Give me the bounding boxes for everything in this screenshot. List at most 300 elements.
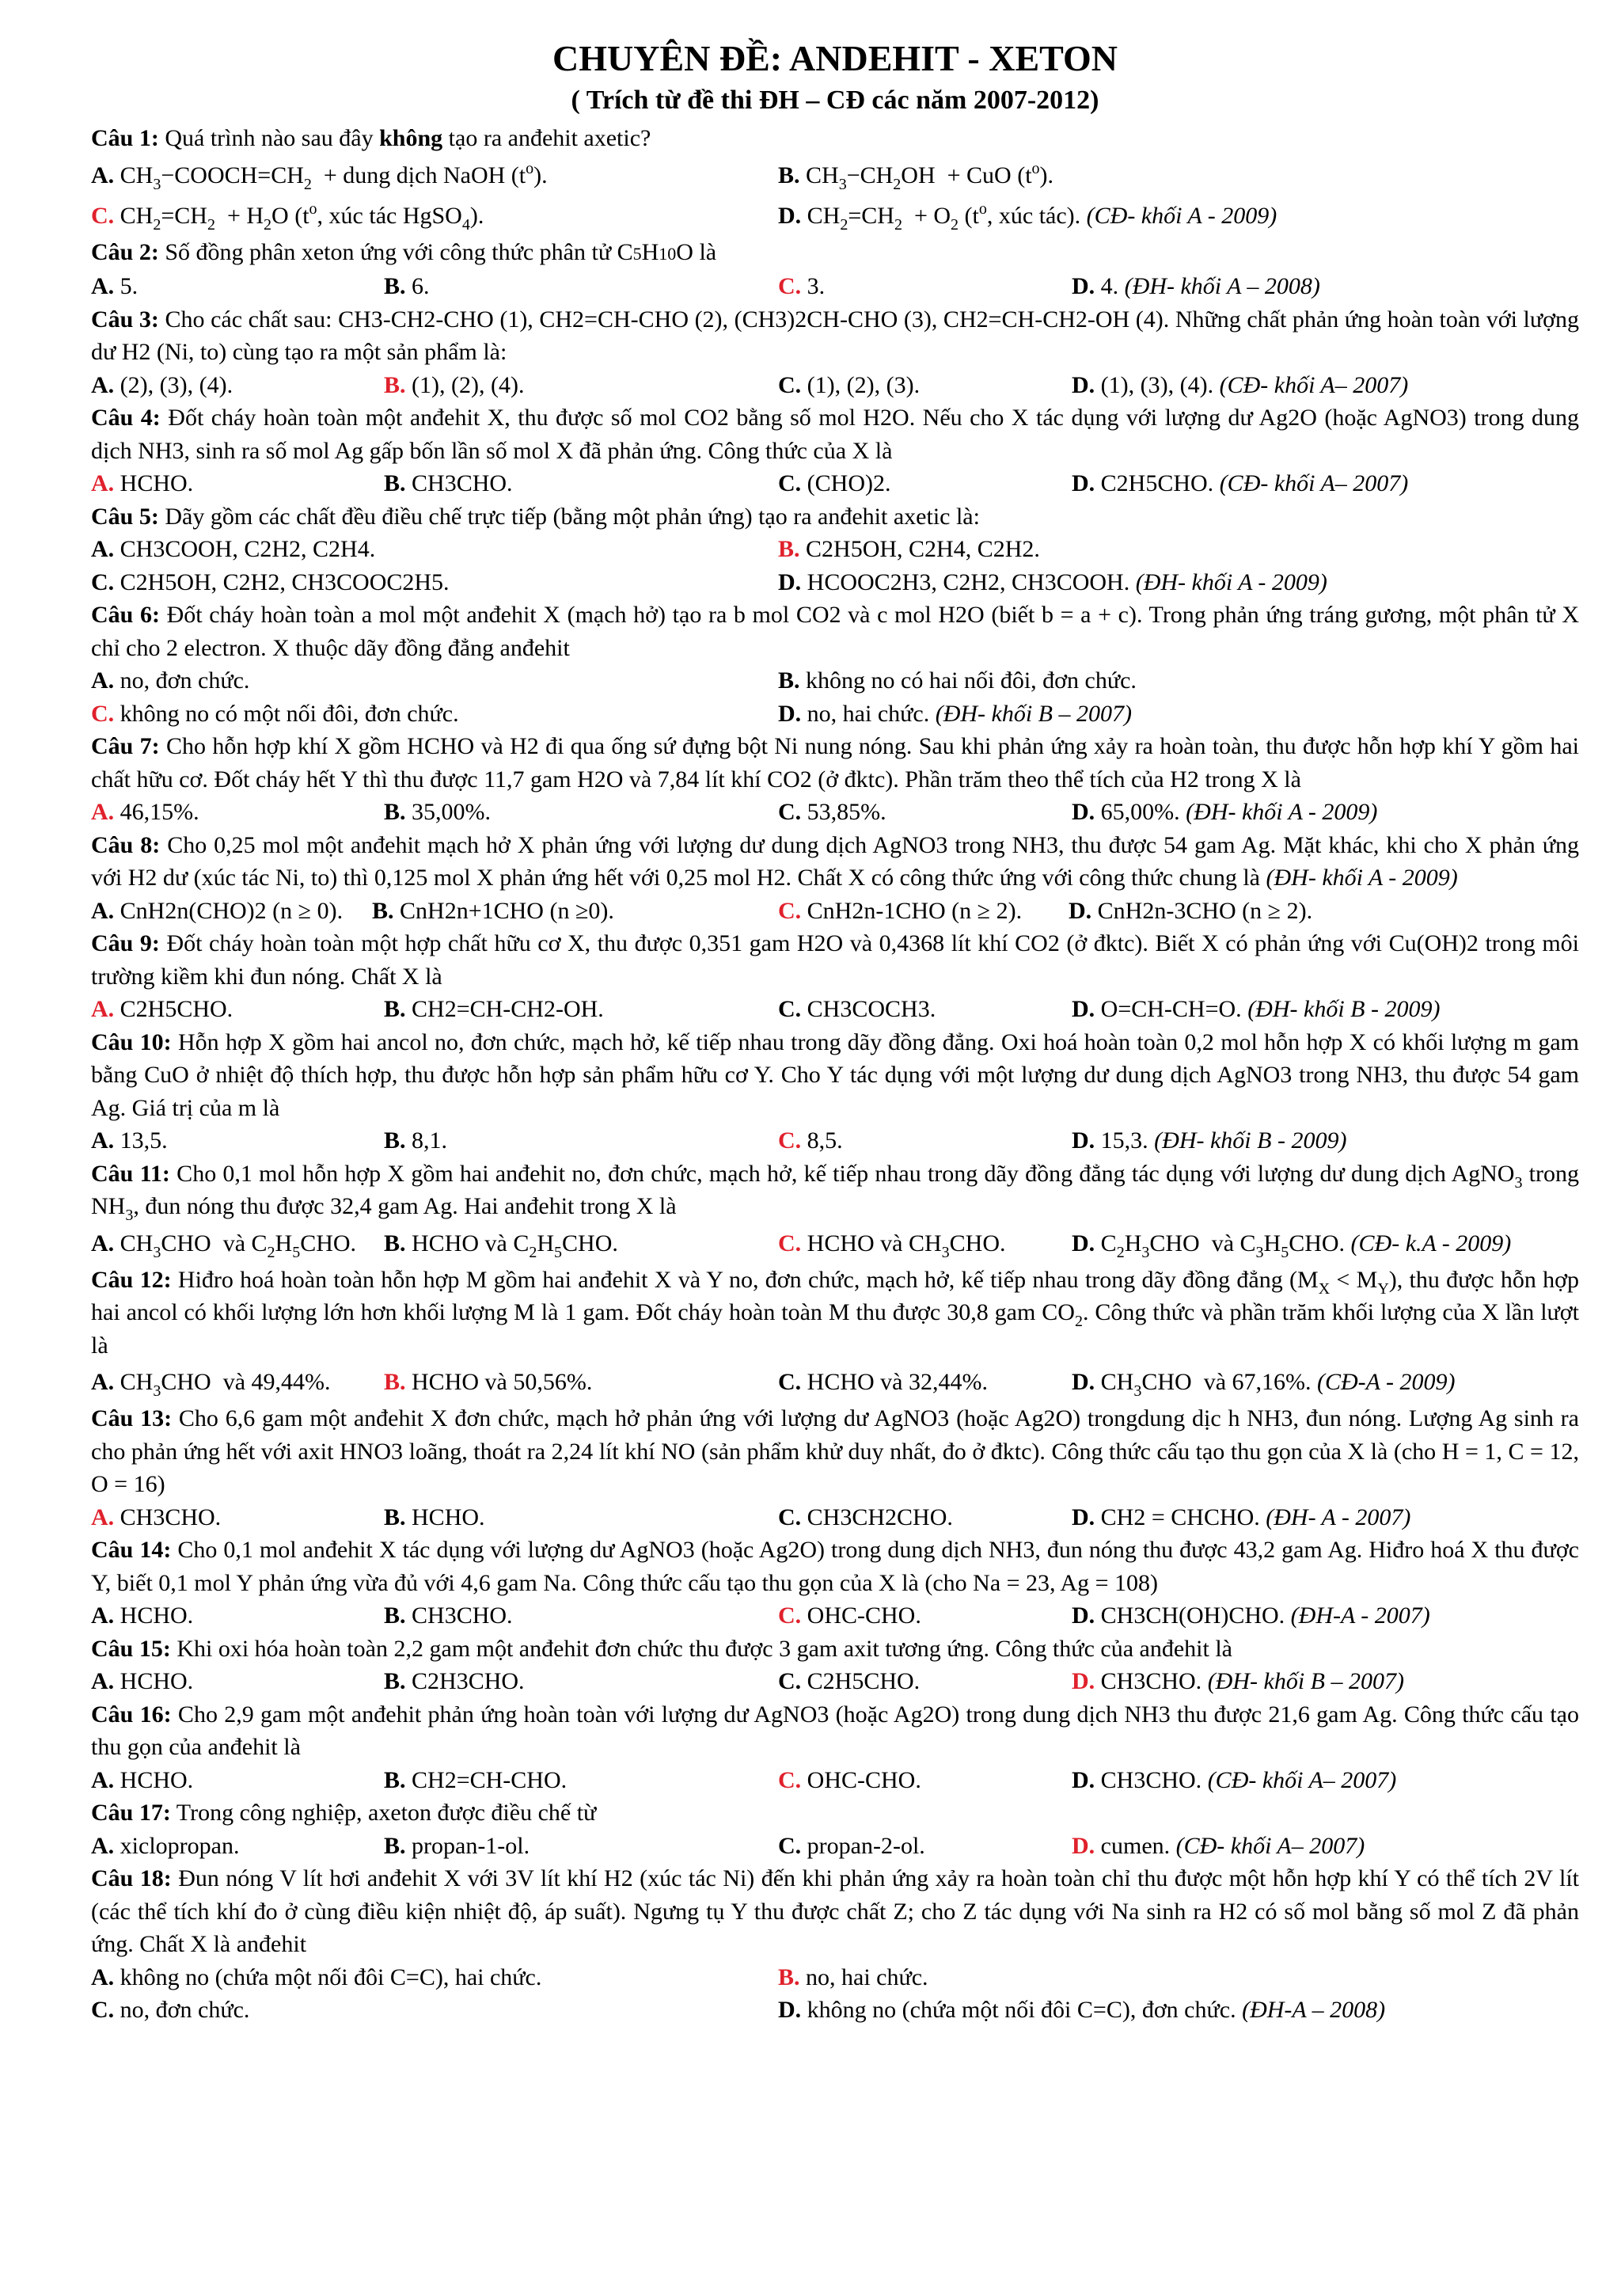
option-text: 3. bbox=[801, 273, 826, 299]
question-number: Câu 1: bbox=[91, 125, 159, 151]
answer-option bbox=[91, 895, 343, 928]
option-text: CH3CHO. bbox=[405, 1602, 513, 1629]
question-number: Câu 14: bbox=[91, 1537, 172, 1563]
option-text: CH3CHO. bbox=[405, 470, 513, 496]
question-stem bbox=[91, 303, 1579, 369]
answer-option bbox=[384, 796, 491, 829]
answer-option bbox=[384, 1362, 592, 1402]
option-letter: C. bbox=[778, 897, 802, 924]
answer-option bbox=[778, 196, 1277, 236]
option-text: CH3COOH, C2H2, C2H4. bbox=[114, 536, 376, 562]
option-text: CH2=CH-CHO. bbox=[405, 1766, 568, 1793]
answer-option bbox=[778, 796, 886, 829]
answer-option bbox=[1072, 1362, 1455, 1402]
options-row bbox=[91, 1665, 1579, 1698]
option-text: 13,5. bbox=[114, 1127, 168, 1154]
option-source: (CĐ- khối A - 2009) bbox=[1080, 202, 1277, 229]
option-text: OHC-CHO. bbox=[801, 1602, 921, 1629]
option-letter: D. bbox=[1072, 470, 1095, 496]
question-text: Dãy gồm các chất đều điều chế trực tiếp (bằng một phản ứng) tạo ra anđehit axetic là: bbox=[158, 503, 980, 530]
answer-option bbox=[778, 698, 1132, 731]
option-text: C2H5CHO. bbox=[114, 996, 233, 1022]
option-letter: B. bbox=[384, 1668, 406, 1694]
question-stem bbox=[91, 401, 1579, 467]
answer-option bbox=[91, 1362, 331, 1402]
question-number: Câu 15: bbox=[91, 1635, 171, 1662]
option-letter: A. bbox=[91, 897, 115, 924]
answer-option bbox=[778, 533, 1040, 566]
option-source: (ĐH- khối A – 2008) bbox=[1118, 273, 1320, 299]
options-row bbox=[91, 993, 1579, 1026]
option-letter: A. bbox=[91, 799, 115, 825]
option-letter: B. bbox=[384, 1832, 406, 1859]
answer-option bbox=[778, 1501, 953, 1534]
answer-option bbox=[91, 1961, 541, 1994]
option-source: (ĐH- khối A - 2009) bbox=[1129, 568, 1327, 595]
option-letter: A. bbox=[91, 1602, 115, 1629]
option-text: HCHO và 32,44%. bbox=[801, 1369, 988, 1395]
answer-option bbox=[778, 993, 936, 1026]
answer-option bbox=[91, 1830, 239, 1863]
option-letter: C. bbox=[778, 470, 802, 496]
option-text: CH2 = CHCHO. bbox=[1095, 1503, 1260, 1530]
option-letter: A. bbox=[91, 667, 115, 694]
option-text: CnH2n+1CHO (n ≥0). bbox=[393, 897, 614, 924]
question-text: Đun nóng V lít hơi anđehit X với 3V lít khí H2 (xúc tác Ni) đến khi phản ứng xảy ra hoàn toàn chỉ thu được một hỗn hợp khí Y có thể tích 2V lít (các thể tích khí đo ở cùng điều kiện nhiệt độ, áp suất). Ngưng tụ Y thu được chất Z; cho Z tác dụng với Na sinh ra H2 có số mol bằng số mol Z đã phản ứng. Chất X là anđehit bbox=[91, 1865, 1579, 1957]
option-letter: C. bbox=[91, 568, 115, 595]
answer-option bbox=[778, 467, 891, 500]
question-number: Câu 12: bbox=[91, 1266, 172, 1293]
option-text: 35,00%. bbox=[405, 799, 492, 825]
answer-option bbox=[384, 369, 524, 402]
answer-option bbox=[778, 566, 1327, 599]
option-letter: D. bbox=[778, 568, 802, 595]
answer-option bbox=[778, 1961, 928, 1994]
option-letter: A. bbox=[91, 162, 115, 188]
question-text: Cho 2,9 gam một anđehit phản ứng hoàn toàn với lượng dư AgNO3 (hoặc Ag2O) trong dung dịch NH3 thu được 21,6 gam Ag. Công thức cấu tạo thu gọn của anđehit là bbox=[91, 1701, 1579, 1760]
answer-option bbox=[778, 1362, 988, 1402]
option-letter: D. bbox=[1072, 1503, 1095, 1530]
question-stem bbox=[91, 236, 1579, 271]
options-row bbox=[91, 1961, 1579, 1994]
options-row bbox=[91, 566, 1579, 599]
option-source: (CĐ- k.A - 2009) bbox=[1345, 1230, 1512, 1256]
answer-option bbox=[778, 1223, 1006, 1264]
answer-option bbox=[778, 1994, 1385, 2027]
option-source: (CĐ- khối A– 2007) bbox=[1170, 1832, 1365, 1859]
option-letter: A. bbox=[91, 1230, 115, 1256]
option-letter: C. bbox=[778, 371, 802, 398]
answer-option bbox=[372, 895, 614, 928]
option-source: (ĐH- khối A - 2009) bbox=[1179, 799, 1378, 825]
option-letter: C. bbox=[778, 1503, 802, 1530]
question-number: Câu 3: bbox=[91, 306, 159, 333]
question-number: Câu 4: bbox=[91, 405, 161, 431]
options-row bbox=[91, 664, 1579, 698]
option-text: $CH_3CHO$ và $C_2H_5CHO$. bbox=[114, 1230, 357, 1261]
option-letter: C. bbox=[778, 273, 802, 299]
answer-option bbox=[778, 369, 920, 402]
answer-option bbox=[91, 664, 249, 698]
option-text: HCHO và 50,56%. bbox=[405, 1369, 593, 1395]
option-text: 5. bbox=[114, 273, 139, 299]
option-text: 8,1. bbox=[405, 1127, 448, 1154]
options-row bbox=[91, 1599, 1579, 1633]
question-number: Câu 16: bbox=[91, 1701, 172, 1728]
option-source: (ĐH- khối B – 2007) bbox=[929, 700, 1132, 727]
option-letter: D. bbox=[1072, 1230, 1095, 1256]
option-letter: D. bbox=[778, 1997, 802, 2023]
answer-option bbox=[1069, 895, 1312, 928]
options-row bbox=[91, 533, 1579, 566]
question-stem bbox=[91, 730, 1579, 796]
answer-option bbox=[384, 467, 513, 500]
options-row bbox=[91, 698, 1579, 731]
option-text: O=CH-CH=O. bbox=[1095, 996, 1242, 1022]
options-row bbox=[91, 1124, 1579, 1158]
option-letter: C. bbox=[778, 799, 802, 825]
option-text: 15,3. bbox=[1095, 1127, 1148, 1154]
answer-option bbox=[384, 270, 430, 303]
answer-option bbox=[91, 1124, 168, 1158]
question-text: Hiđro hoá hoàn toàn hỗn hợp M gồm hai anđehit X và Y no, đơn chức, mạch hở, kế tiếp nhau trong dãy đồng đẳng $(M_X < M_Y)$, thu được hỗn hợp hai ancol có khối lượng lớn hơn khối lượng M là 1 gam. Đốt cháy hoàn toàn M thu được 30,8 gam $CO_2$. Công thức và phần trăm khối lượng của X lần lượt là bbox=[91, 1266, 1580, 1359]
option-letter: B. bbox=[778, 667, 800, 694]
answer-option bbox=[91, 196, 484, 236]
option-text: không no (chứa một nối đôi C=C), đơn chức. bbox=[801, 1997, 1236, 2023]
option-text: propan-1-ol. bbox=[405, 1832, 530, 1859]
option-text: CnH2n-3CHO (n ≥ 2). bbox=[1091, 897, 1313, 924]
option-text: CH3CHO. bbox=[1095, 1668, 1202, 1694]
option-letter: B. bbox=[384, 1766, 406, 1793]
option-letter: D. bbox=[1072, 371, 1095, 398]
option-text: OHC-CHO. bbox=[801, 1766, 921, 1793]
option-letter: B. bbox=[384, 273, 406, 299]
option-text: CnH2n-1CHO (n ≥ 2). bbox=[801, 897, 1023, 924]
question-stem bbox=[91, 829, 1579, 895]
option-letter: A. bbox=[91, 371, 115, 398]
answer-option bbox=[91, 1665, 193, 1698]
option-text: HCHO. bbox=[114, 470, 194, 496]
question-text: Cho 6,6 gam một anđehit X đơn chức, mạch hở phản ứng với lượng dư AgNO3 (hoặc Ag2O) trongdung dịc h NH3, đun nóng. Lượng Ag sinh ra cho phản ứng hết với axit HNO3 loãng, thoát ra 2,24 lít khí NO (sản phẩm khử duy nhất, đo ở đktc). Công thức cấu tạo thu gọn của X là (cho H = 1, C = 12, O = 16) bbox=[91, 1405, 1579, 1497]
option-letter: B. bbox=[384, 996, 406, 1022]
question-stem bbox=[91, 1534, 1579, 1599]
options-row bbox=[91, 1223, 1579, 1264]
question-list bbox=[91, 122, 1579, 2027]
answer-option bbox=[91, 1764, 193, 1797]
option-text: (1), (3), (4). bbox=[1095, 371, 1214, 398]
answer-option bbox=[778, 895, 1022, 928]
option-letter: D. bbox=[1072, 1369, 1095, 1395]
option-text: (2), (3), (4). bbox=[114, 371, 233, 398]
question-text: Cho 0,1 mol anđehit X tác dụng với lượng dư AgNO3 (hoặc Ag2O) trong dung dịch NH3, đun nóng thu được 43,2 gam Ag. Hiđro hoá X thu được Y, biết 0,1 mol Y phản ứng vừa đủ với 4,6 gam Na. Công thức cấu tạo thu gọn của X là (cho Na = 23, Ag = 108) bbox=[91, 1537, 1579, 1596]
question-number: Câu 5: bbox=[91, 503, 159, 530]
question-stem bbox=[91, 927, 1579, 993]
option-text: CH2=CH-CH2-OH. bbox=[405, 996, 604, 1022]
option-letter: B. bbox=[384, 1127, 406, 1154]
option-letter: B. bbox=[384, 1602, 406, 1629]
question-text: Số đồng phân xeton ứng với công thức phân tử C5H10O là bbox=[158, 238, 717, 265]
option-letter: B. bbox=[778, 162, 800, 188]
option-letter: B. bbox=[384, 1503, 406, 1530]
answer-option bbox=[1072, 1830, 1365, 1863]
option-letter: C. bbox=[778, 1832, 802, 1859]
answer-option bbox=[1072, 796, 1377, 829]
page-subtitle: ( Trích từ đề thi ĐH – CĐ các năm 2007-2012) bbox=[571, 86, 1099, 115]
options-row bbox=[91, 1501, 1579, 1534]
answer-option bbox=[384, 1124, 447, 1158]
option-text: 6. bbox=[405, 273, 430, 299]
option-text: không no (chứa một nối đôi C=C), hai chức. bbox=[114, 1963, 542, 1990]
option-source: (ĐH- khối B - 2009) bbox=[1241, 996, 1441, 1022]
option-letter: D. bbox=[1072, 799, 1095, 825]
option-text: C2H3CHO. bbox=[405, 1668, 525, 1694]
question-number: Câu 17: bbox=[91, 1800, 171, 1826]
option-source: (CĐ-A - 2009) bbox=[1311, 1369, 1456, 1395]
option-letter: C. bbox=[778, 1369, 802, 1395]
answer-option bbox=[91, 566, 450, 599]
option-letter: A. bbox=[91, 470, 115, 496]
options-row bbox=[91, 467, 1579, 500]
answer-option bbox=[91, 270, 138, 303]
option-text: 65,00%. bbox=[1095, 799, 1180, 825]
answer-option bbox=[384, 1665, 525, 1698]
option-text: C2H5OH, C2H2, CH3COOC2H5. bbox=[114, 568, 450, 595]
question-number: Câu 18: bbox=[91, 1865, 172, 1891]
answer-option bbox=[1072, 1599, 1430, 1633]
option-letter: B. bbox=[384, 799, 406, 825]
question-stem bbox=[91, 1633, 1579, 1666]
answer-option bbox=[1072, 467, 1408, 500]
options-row bbox=[91, 895, 1579, 928]
answer-option bbox=[1072, 369, 1408, 402]
option-letter: B. bbox=[384, 470, 406, 496]
document-page bbox=[91, 35, 1579, 2027]
question-keyword: không bbox=[379, 125, 443, 151]
option-letter: C. bbox=[91, 700, 115, 727]
option-letter: A. bbox=[91, 1369, 115, 1395]
option-letter: D. bbox=[778, 202, 802, 229]
answer-option bbox=[1072, 1223, 1511, 1264]
option-letter: C. bbox=[778, 1127, 802, 1154]
question-number: Câu 10: bbox=[91, 1028, 172, 1055]
answer-option bbox=[778, 155, 1053, 196]
option-text: 53,85%. bbox=[801, 799, 886, 825]
question-number: Câu 6: bbox=[91, 602, 160, 628]
option-letter: D. bbox=[1072, 1668, 1095, 1694]
answer-option bbox=[91, 698, 459, 731]
option-letter: D. bbox=[1072, 273, 1095, 299]
answer-option bbox=[778, 270, 825, 303]
option-letter: A. bbox=[91, 1127, 115, 1154]
option-text: 4. bbox=[1095, 273, 1119, 299]
option-letter: A. bbox=[91, 536, 115, 562]
answer-option bbox=[91, 1223, 356, 1264]
answer-option bbox=[384, 1830, 530, 1863]
question-source: (ĐH- khối A - 2009) bbox=[1266, 865, 1458, 891]
option-source: (CĐ- khối A– 2007) bbox=[1213, 470, 1409, 496]
option-text: C2H5OH, C2H4, C2H2. bbox=[799, 536, 1040, 562]
question-text: Đốt cháy hoàn toàn một hợp chất hữu cơ X, thu được 0,351 gam H2O và 0,4368 lít khí CO2 (ở đktc). Biết X có phản ứng với Cu(OH)2 trong môi trường kiềm khi đun nóng. Chất X là bbox=[91, 930, 1579, 990]
option-text: HCHO và $CH_3CHO$. bbox=[801, 1230, 1006, 1261]
question-stem bbox=[91, 500, 1579, 534]
option-text: HCHO. bbox=[114, 1668, 194, 1694]
option-letter: D. bbox=[1072, 996, 1095, 1022]
question-number: Câu 13: bbox=[91, 1405, 173, 1431]
options-row bbox=[91, 270, 1579, 303]
option-letter: B. bbox=[384, 1230, 406, 1256]
answer-option bbox=[91, 155, 548, 196]
option-letter: A. bbox=[91, 1668, 115, 1694]
option-text: HCHO. bbox=[114, 1602, 194, 1629]
option-text: CH3CH2CHO. bbox=[801, 1503, 953, 1530]
option-letter: B. bbox=[778, 536, 800, 562]
answer-option bbox=[778, 1665, 920, 1698]
answer-option bbox=[778, 1599, 921, 1633]
options-row bbox=[91, 196, 1579, 236]
option-text: no, hai chức. bbox=[799, 1963, 928, 1990]
option-letter: D. bbox=[1072, 1127, 1095, 1154]
answer-option bbox=[91, 467, 193, 500]
question-stem: Câu 1: Quá trình nào sau đây không tạo ra anđehit axetic? bbox=[91, 125, 651, 151]
option-letter: C. bbox=[91, 1997, 115, 2023]
page-title: CHUYÊN ĐỀ: ANDEHIT - XETON bbox=[552, 38, 1118, 78]
option-text: $CH_3CHO$ và 49,44%. bbox=[114, 1369, 331, 1400]
option-text: HCHO và $C_2H_5CHO$. bbox=[405, 1230, 618, 1261]
answer-option bbox=[1072, 1764, 1396, 1797]
option-letter: C. bbox=[778, 1230, 802, 1256]
options-row bbox=[91, 1362, 1579, 1402]
option-source: (ĐH- khối B – 2007) bbox=[1202, 1668, 1404, 1694]
answer-option bbox=[778, 1124, 843, 1158]
option-letter: C. bbox=[778, 1668, 802, 1694]
option-letter: D. bbox=[1072, 1602, 1095, 1629]
option-text: không no có một nối đôi, đơn chức. bbox=[114, 700, 459, 727]
option-letter: A. bbox=[91, 996, 115, 1022]
answer-option bbox=[91, 993, 233, 1026]
option-text: (1), (2), (4). bbox=[405, 371, 525, 398]
option-text: no, đơn chức. bbox=[114, 667, 250, 694]
option-text: CH3CHO. bbox=[1095, 1766, 1202, 1793]
option-letter: C. bbox=[778, 1766, 802, 1793]
answer-option bbox=[91, 1501, 221, 1534]
option-text: HCHO. bbox=[114, 1766, 194, 1793]
question-text: Khi oxi hóa hoàn toàn 2,2 gam một anđehit đơn chức thu được 3 gam axit tương ứng. Công thức của anđehit là bbox=[170, 1635, 1232, 1662]
option-letter: B. bbox=[372, 897, 394, 924]
option-source: (ĐH-A – 2008) bbox=[1236, 1997, 1386, 2023]
question-number: Câu 8: bbox=[91, 831, 161, 858]
options-row bbox=[91, 155, 1579, 196]
option-letter: D. bbox=[1072, 1832, 1095, 1859]
question-stem bbox=[91, 1026, 1579, 1125]
option-letter: C. bbox=[778, 1602, 802, 1629]
option-text: $CH_3-COOCH=CH_2$ + dung dịch NaOH $(t^o)$. bbox=[114, 159, 548, 193]
question-stem bbox=[91, 1402, 1579, 1501]
option-text: (1), (2), (3). bbox=[801, 371, 921, 398]
option-text: cumen. bbox=[1095, 1832, 1171, 1859]
option-text: $CH_3-CH_2OH$ + CuO $(t^o)$. bbox=[799, 159, 1054, 193]
option-letter: C. bbox=[91, 202, 115, 229]
option-source: (CĐ- khối A– 2007) bbox=[1202, 1766, 1397, 1793]
option-text: $CH_3CHO$ và 67,16%. bbox=[1095, 1369, 1312, 1400]
option-letter: D. bbox=[778, 700, 802, 727]
question-number: Câu 7: bbox=[91, 733, 160, 759]
option-source: (ĐH- A - 2007) bbox=[1259, 1503, 1411, 1530]
question-text: Cho 0,25 mol một anđehit mạch hở X phản ứng với lượng dư dung dịch AgNO3 trong NH3, thu được 54 gam Ag. Mặt khác, khi cho X phản ứng với H2 dư (xúc tác Ni, to) thì 0,125 mol X phản ứng hết với 0,25 mol H2. Chất X có công thức ứng với công thức chung là bbox=[91, 831, 1579, 891]
option-text: không no có hai nối đôi, đơn chức. bbox=[799, 667, 1137, 694]
answer-option bbox=[384, 1223, 618, 1264]
option-letter: A. bbox=[91, 1832, 115, 1859]
question-stem bbox=[91, 1862, 1579, 1961]
option-source: (CĐ- khối A– 2007) bbox=[1213, 371, 1409, 398]
question-stem bbox=[91, 1796, 1579, 1830]
question-text: Cho hỗn hợp khí X gồm HCHO và H2 đi qua ống sứ đựng bột Ni nung nóng. Sau khi phản ứng xảy ra hoàn toàn, thu được hỗn hợp khí Y gồm hai chất hữu cơ. Đốt cháy hết Y thì thu được 11,7 gam H2O và 7,84 lít khí CO2 (ở đktc). Phần trăm theo thể tích của H2 trong X là bbox=[91, 733, 1579, 793]
option-text: C2H5CHO. bbox=[801, 1668, 921, 1694]
question-stem bbox=[91, 1698, 1579, 1764]
options-row bbox=[91, 1764, 1579, 1797]
answer-option bbox=[91, 533, 375, 566]
option-text: $CH_2=CH_2 + O_2$ ($t^o$, xúc tác). bbox=[801, 200, 1081, 234]
answer-option bbox=[1072, 1665, 1404, 1698]
option-text: xiclopropan. bbox=[114, 1832, 240, 1859]
option-letter: D. bbox=[1072, 1766, 1095, 1793]
question-text: Trong công nghiệp, axeton được điều chế từ bbox=[170, 1800, 597, 1826]
question-stem bbox=[91, 599, 1579, 664]
options-row bbox=[91, 369, 1579, 402]
option-letter: A. bbox=[91, 1766, 115, 1793]
option-text: HCHO. bbox=[405, 1503, 485, 1530]
answer-option bbox=[384, 1501, 485, 1534]
option-text: CnH2n(CHO)2 (n ≥ 0). bbox=[114, 897, 344, 924]
options-row bbox=[91, 1994, 1579, 2027]
answer-option bbox=[384, 993, 604, 1026]
option-text: $CH_2=CH_2 + H_2O$ ($t^o$, xúc tác HgSO$_4$). bbox=[114, 200, 484, 234]
option-source: (ĐH- khối B - 2009) bbox=[1148, 1127, 1347, 1154]
option-letter: D. bbox=[1069, 897, 1092, 924]
option-text: C2H5CHO. bbox=[1095, 470, 1214, 496]
option-letter: A. bbox=[91, 1503, 115, 1530]
option-letter: A. bbox=[91, 1963, 115, 1990]
question-text: Cho 0,1 mol hỗn hợp X gồm hai anđehit no, đơn chức, mạch hở, kế tiếp nhau trong dãy đồng đẳng tác dụng với lượng dư dung dịch AgNO$_3$ trong $NH_3$, đun nóng thu được 32,4 gam Ag. Hai anđehit trong X là bbox=[91, 1160, 1580, 1224]
options-row bbox=[91, 796, 1579, 829]
option-letter: C. bbox=[778, 996, 802, 1022]
answer-option bbox=[778, 1764, 921, 1797]
option-text: CH3CHO. bbox=[114, 1503, 222, 1530]
option-source: (ĐH-A - 2007) bbox=[1285, 1602, 1430, 1629]
option-text: 8,5. bbox=[801, 1127, 843, 1154]
option-text: (CHO)2. bbox=[801, 470, 891, 496]
option-letter: A. bbox=[91, 273, 115, 299]
question-number: Câu 11: bbox=[91, 1160, 170, 1187]
question-text: Cho các chất sau: CH3-CH2-CHO (1), CH2=CH-CHO (2), (CH3)2CH-CHO (3), CH2=CH-CH2-OH (4). Những chất phản ứng hoàn toàn với lượng dư H2 (Ni, to) cùng tạo ra một sản phẩm là: bbox=[91, 306, 1579, 365]
question-text: Đốt cháy hoàn toàn một anđehit X, thu được số mol CO2 bằng số mol H2O. Nếu cho X tác dụng với lượng dư Ag2O (hoặc AgNO3) trong dung dịch NH3, sinh ra số mol Ag gấp bốn lần số mol X đã phản ứng. Công thức của X là bbox=[91, 405, 1580, 464]
answer-option bbox=[91, 1994, 249, 2027]
answer-option bbox=[1072, 270, 1320, 303]
option-text: $C_2H_3CHO$ và $C_3H_5CHO$. bbox=[1095, 1230, 1346, 1261]
answer-option bbox=[778, 664, 1137, 698]
options-row bbox=[91, 1830, 1579, 1863]
answer-option bbox=[384, 1599, 513, 1633]
option-letter: B. bbox=[384, 371, 406, 398]
answer-option bbox=[778, 1830, 925, 1863]
answer-option bbox=[91, 796, 199, 829]
answer-option bbox=[1072, 1124, 1346, 1158]
option-text: propan-2-ol. bbox=[801, 1832, 925, 1859]
option-letter: B. bbox=[384, 1369, 406, 1395]
option-text: no, đơn chức. bbox=[114, 1997, 250, 2023]
option-text: HCOOC2H3, C2H2, CH3COOH. bbox=[801, 568, 1130, 595]
answer-option bbox=[91, 369, 233, 402]
question-text: Đốt cháy hoàn toàn a mol một anđehit X (mạch hở) tạo ra b mol CO2 và c mol H2O (biết b = a + c). Trong phản ứng tráng gương, một phân tử X chỉ cho 2 electron. X thuộc dãy đồng đẳng anđehit bbox=[91, 602, 1579, 661]
